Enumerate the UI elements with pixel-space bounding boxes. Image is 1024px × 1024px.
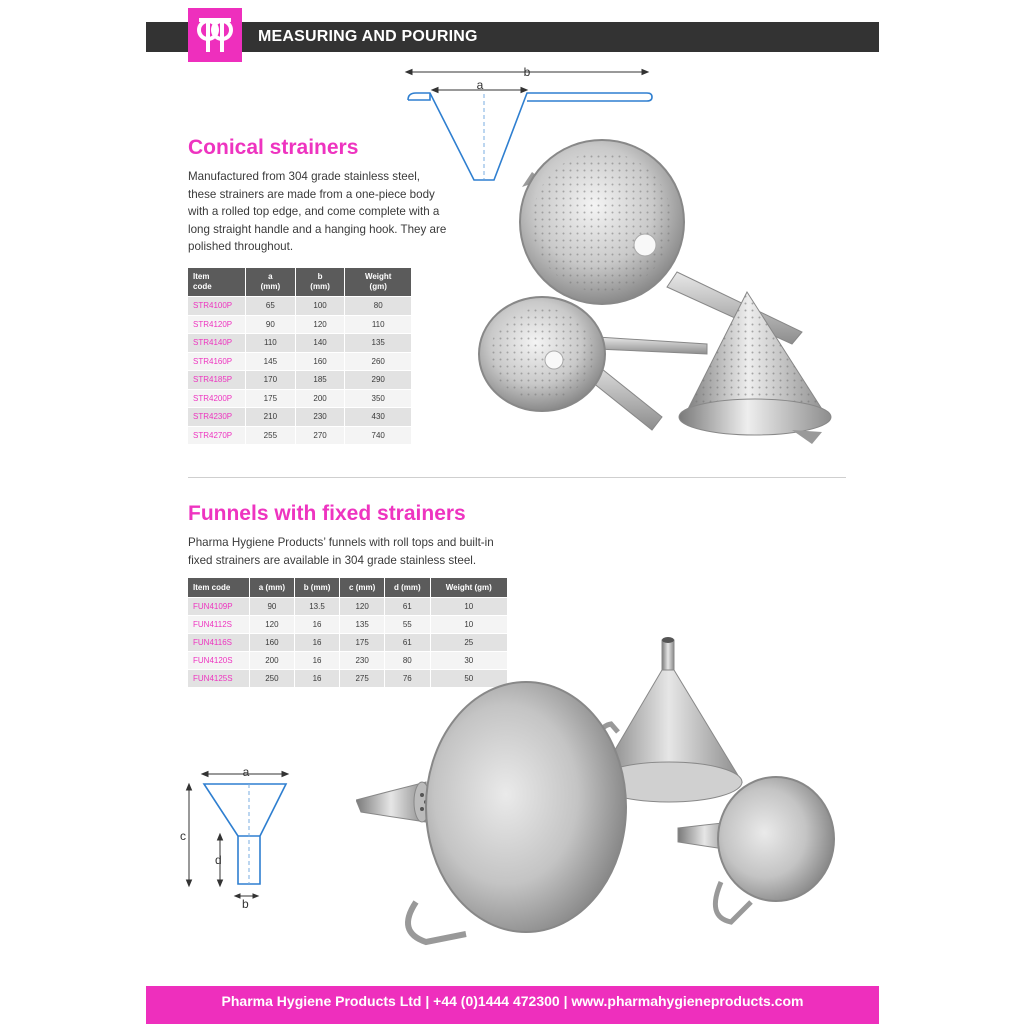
table-cell: 80 <box>385 651 431 669</box>
dim-label-d: d <box>215 853 222 867</box>
col-header-b: b (mm) <box>296 268 346 296</box>
table-cell: 175 <box>340 633 385 651</box>
table-cell: 255 <box>246 426 296 445</box>
table-cell: 230 <box>296 407 346 426</box>
table-cell: 120 <box>250 615 295 633</box>
funnel-diagram <box>180 760 300 910</box>
table-header-row <box>188 578 508 597</box>
item-code-cell: FUN4120S <box>188 651 250 669</box>
conical-strainers-photo <box>462 132 842 452</box>
table-cell: 160 <box>250 633 295 651</box>
item-code-cell: STR4100P <box>188 296 246 315</box>
table-cell: 16 <box>295 615 341 633</box>
table-cell: 30 <box>431 651 508 669</box>
funnels-heading: Funnels with fixed strainers <box>188 502 466 525</box>
table-cell: 90 <box>250 597 295 615</box>
table-row <box>188 615 508 633</box>
table-cell: 350 <box>345 389 412 408</box>
table-cell: 170 <box>246 370 296 389</box>
col-header-a: a (mm) <box>246 268 296 296</box>
page-title: MEASURING AND POURING <box>258 28 478 45</box>
conical-strainers-heading: Conical strainers <box>188 136 359 159</box>
dim-label-b: b <box>523 65 531 79</box>
col-header-d: d (mm) <box>385 578 431 597</box>
table-row <box>188 296 412 315</box>
table-row <box>188 597 508 615</box>
dim-label-a: a <box>476 78 484 92</box>
table-cell: 10 <box>431 615 508 633</box>
table-cell: 230 <box>340 651 385 669</box>
table-row <box>188 407 412 426</box>
table-header-row <box>188 268 412 296</box>
table-cell: 55 <box>385 615 431 633</box>
table-cell: 120 <box>340 597 385 615</box>
table-cell: 25 <box>431 633 508 651</box>
table-row <box>188 370 412 389</box>
table-cell: 200 <box>296 389 346 408</box>
col-header-b: b (mm) <box>295 578 341 597</box>
table-cell: 430 <box>345 407 412 426</box>
section-divider <box>188 477 846 478</box>
col-header-item-code: Item code <box>188 268 246 296</box>
item-code-cell: FUN4125S <box>188 669 250 687</box>
col-header-c: c (mm) <box>340 578 385 597</box>
item-code-cell: STR4270P <box>188 426 246 445</box>
item-code-cell: STR4140P <box>188 333 246 352</box>
table-cell: 80 <box>345 296 412 315</box>
table-row <box>188 333 412 352</box>
table-cell: 270 <box>296 426 346 445</box>
table-cell: 100 <box>296 296 346 315</box>
item-code-cell: FUN4112S <box>188 615 250 633</box>
table-cell: 16 <box>295 633 341 651</box>
item-code-cell: STR4120P <box>188 315 246 334</box>
table-cell: 140 <box>296 333 346 352</box>
table-cell: 50 <box>431 669 508 687</box>
table-cell: 110 <box>345 315 412 334</box>
table-cell: 120 <box>296 315 346 334</box>
table-cell: 61 <box>385 597 431 615</box>
table-row <box>188 389 412 408</box>
table-cell: 10 <box>431 597 508 615</box>
dim-label-b: b <box>242 897 249 910</box>
table-cell: 13.5 <box>295 597 341 615</box>
table-cell: 275 <box>340 669 385 687</box>
table-cell: 175 <box>246 389 296 408</box>
funnels-photo <box>356 632 846 962</box>
col-header-a: a (mm) <box>250 578 295 597</box>
col-header-weight: Weight (gm) <box>345 268 412 296</box>
table-cell: 16 <box>295 651 341 669</box>
table-cell: 185 <box>296 370 346 389</box>
table-cell: 210 <box>246 407 296 426</box>
conical-strainers-description: Manufactured from 304 grade stainless steel, these strainers are made from a one-piece body with a rolled top edge, and come complete with a long straight handle and a hanging hook. They are polished throughout. <box>188 170 447 253</box>
funnels-description: Pharma Hygiene Products’ funnels with roll tops and built-in fixed strainers are available in 304 grade stainless steel. <box>188 536 494 567</box>
table-cell: 250 <box>250 669 295 687</box>
dim-label-a: a <box>242 765 250 779</box>
header-bar <box>146 22 879 52</box>
brand-logo <box>188 8 242 62</box>
table-cell: 61 <box>385 633 431 651</box>
table-cell: 76 <box>385 669 431 687</box>
table-row <box>188 315 412 334</box>
conical-strainers-table <box>188 268 412 444</box>
table-cell: 290 <box>345 370 412 389</box>
item-code-cell: STR4230P <box>188 407 246 426</box>
table-cell: 16 <box>295 669 341 687</box>
table-cell: 260 <box>345 352 412 371</box>
table-row <box>188 426 412 445</box>
dim-label-c: c <box>180 829 186 843</box>
table-cell: 135 <box>345 333 412 352</box>
item-code-cell: STR4200P <box>188 389 246 408</box>
item-code-cell: STR4160P <box>188 352 246 371</box>
table-cell: 90 <box>246 315 296 334</box>
table-cell: 160 <box>296 352 346 371</box>
item-code-cell: FUN4109P <box>188 597 250 615</box>
item-code-cell: STR4185P <box>188 370 246 389</box>
footer-contact: Pharma Hygiene Products Ltd | +44 (0)1444 472300 | www.pharmahygieneproducts.com <box>221 993 804 1009</box>
table-row <box>188 352 412 371</box>
table-cell: 740 <box>345 426 412 445</box>
table-cell: 65 <box>246 296 296 315</box>
table-cell: 145 <box>246 352 296 371</box>
table-cell: 110 <box>246 333 296 352</box>
table-cell: 200 <box>250 651 295 669</box>
item-code-cell: FUN4116S <box>188 633 250 651</box>
col-header-weight: Weight (gm) <box>431 578 508 597</box>
col-header-item-code: Item code <box>188 578 250 597</box>
table-cell: 135 <box>340 615 385 633</box>
